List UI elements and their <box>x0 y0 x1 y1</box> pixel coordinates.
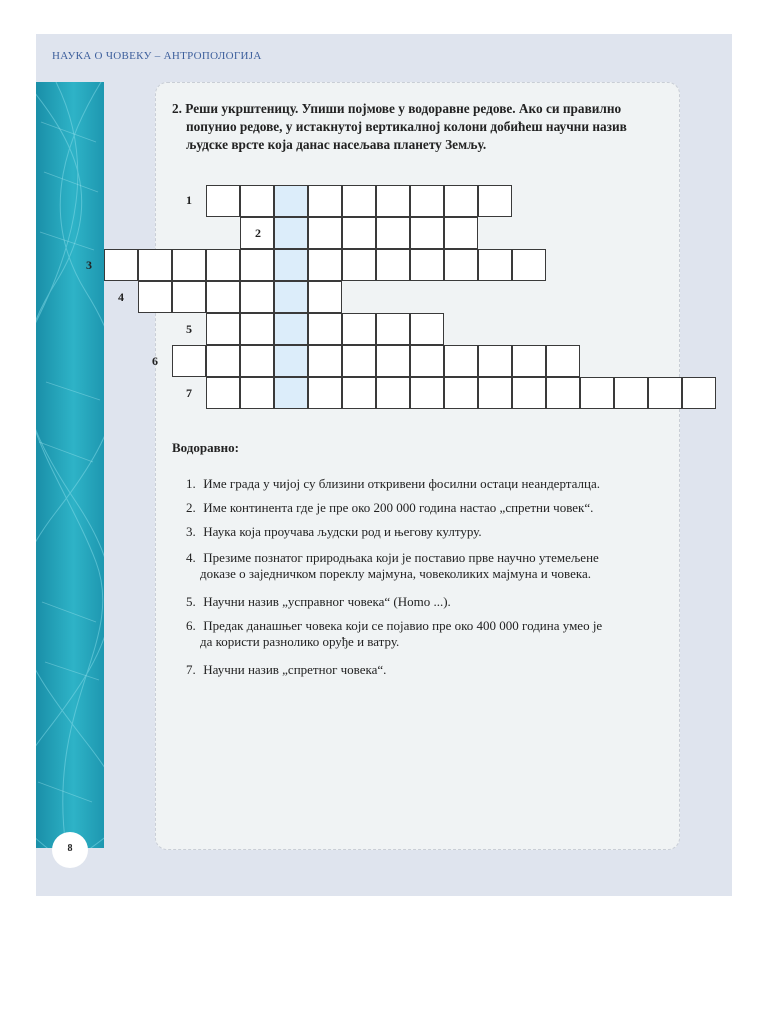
crossword-cell[interactable] <box>342 185 376 217</box>
crossword-solution-cell[interactable] <box>274 217 308 249</box>
crossword-cell[interactable] <box>206 313 240 345</box>
crossword-row-number: 3 <box>86 258 92 272</box>
clue-item <box>186 594 451 610</box>
crossword-solution-cell[interactable] <box>274 185 308 217</box>
crossword-cell[interactable] <box>172 345 206 377</box>
crossword-cell[interactable] <box>512 345 546 377</box>
crossword-cell[interactable] <box>444 249 478 281</box>
clue-text: Име града у чијој су близини откривени фосилни остаци неандерталца. <box>200 476 600 491</box>
crossword-cell[interactable] <box>206 345 240 377</box>
clue-text: Име континента где је пре око 200 000 година настао „спретни човек“. <box>200 500 594 515</box>
clue-item <box>186 662 386 678</box>
crossword-cell[interactable] <box>308 185 342 217</box>
crossword-cell[interactable] <box>648 377 682 409</box>
clue-item <box>186 500 593 516</box>
task-line: људске врсте која данас насељава планету Земљу. <box>186 137 487 152</box>
crossword-row-number: 6 <box>152 354 158 368</box>
crossword-cell[interactable] <box>240 377 274 409</box>
crossword-cell[interactable] <box>546 377 580 409</box>
crossword-cell[interactable] <box>410 185 444 217</box>
crossword-cell[interactable] <box>478 249 512 281</box>
crossword-row-number: 1 <box>186 193 192 207</box>
crossword-cell[interactable] <box>138 281 172 313</box>
crossword-solution-cell[interactable] <box>274 313 308 345</box>
crossword-cell[interactable] <box>308 313 342 345</box>
clue-number: 2. <box>186 500 196 515</box>
crossword-row-number: 5 <box>186 322 192 336</box>
clue-text: Наука која проучава људски род и његову културу. <box>200 524 482 539</box>
clue-item <box>186 550 599 582</box>
crossword-cell[interactable] <box>444 377 478 409</box>
crossword-cell[interactable] <box>410 313 444 345</box>
crossword-cell[interactable] <box>682 377 716 409</box>
crossword-cell[interactable] <box>342 377 376 409</box>
crossword-cell[interactable] <box>580 377 614 409</box>
clue-item <box>186 524 482 540</box>
crossword-solution-cell[interactable] <box>274 249 308 281</box>
crossword-cell[interactable] <box>206 185 240 217</box>
crossword-cell[interactable] <box>138 249 172 281</box>
crossword-cell[interactable] <box>342 345 376 377</box>
clues-heading: Водоравно: <box>172 440 239 455</box>
crossword-cell[interactable] <box>410 345 444 377</box>
crossword-cell[interactable] <box>376 377 410 409</box>
crossword-cell[interactable] <box>240 185 274 217</box>
crossword-cell[interactable] <box>342 217 376 249</box>
crossword-cell[interactable] <box>478 185 512 217</box>
crossword-row-number: 4 <box>118 290 124 304</box>
clue-text: Презиме познатог природњака који је поставио прве научно утемељене <box>200 550 599 565</box>
crossword-row-number: 2 <box>255 226 261 240</box>
task-line: 2. Реши укрштеницу. Упиши појмове у водоравне редове. Ако си правилно <box>172 101 622 116</box>
crossword-cell[interactable] <box>308 345 342 377</box>
crossword-cell[interactable] <box>376 345 410 377</box>
crossword-cell[interactable] <box>206 249 240 281</box>
crossword-cell[interactable] <box>614 377 648 409</box>
task-line: попунио редове, у истакнутој вертикалној колони добићеш научни назив <box>186 119 627 134</box>
crossword-cell[interactable] <box>410 217 444 249</box>
running-header: НАУКА О ЧОВЕКУ – АНТРОПОЛОГИЈА <box>52 50 262 62</box>
crossword-cell[interactable] <box>172 281 206 313</box>
clue-text: Предак данашњег човека који се појавио пре око 400 000 година умео је <box>200 618 603 633</box>
page-number: 8 <box>67 843 73 854</box>
crossword-cell[interactable] <box>240 345 274 377</box>
crossword-cell[interactable] <box>240 249 274 281</box>
crossword-cell[interactable] <box>512 377 546 409</box>
clue-item <box>186 476 600 492</box>
crossword-solution-cell[interactable] <box>274 377 308 409</box>
crossword-cell[interactable] <box>308 217 342 249</box>
crossword-cell[interactable] <box>546 345 580 377</box>
clue-number: 3. <box>186 524 196 539</box>
crossword-cell[interactable] <box>308 249 342 281</box>
clue-text: Научни назив „усправног човека“ (Homo ...). <box>200 594 451 609</box>
crossword-cell[interactable] <box>342 313 376 345</box>
crossword-cell[interactable] <box>342 249 376 281</box>
clue-text-continuation: доказе о заједничком пореклу мајмуна, човеколиких мајмуна и човека. <box>200 566 591 581</box>
crossword-cell[interactable] <box>104 249 138 281</box>
crossword-cell[interactable] <box>376 185 410 217</box>
crossword-cell[interactable] <box>410 249 444 281</box>
crossword-cell[interactable] <box>240 281 274 313</box>
crossword-cell[interactable] <box>206 377 240 409</box>
crossword-cell[interactable] <box>410 377 444 409</box>
crossword-cell[interactable] <box>240 313 274 345</box>
crossword-cell[interactable] <box>444 345 478 377</box>
clue-text-continuation: да користи разнолико оруђе и ватру. <box>200 634 400 649</box>
clue-item <box>186 618 602 650</box>
crossword-cell[interactable] <box>376 249 410 281</box>
crossword-cell[interactable] <box>478 345 512 377</box>
crossword-cell[interactable] <box>376 313 410 345</box>
crossword-solution-cell[interactable] <box>274 345 308 377</box>
clue-number: 5. <box>186 594 196 609</box>
clue-number: 4. <box>186 550 196 565</box>
crossword-cell[interactable] <box>172 249 206 281</box>
crossword-solution-cell[interactable] <box>274 281 308 313</box>
crossword-cell[interactable] <box>308 377 342 409</box>
clue-number: 7. <box>186 662 196 677</box>
crossword-cell[interactable] <box>206 281 240 313</box>
crossword-row-number: 7 <box>186 386 192 400</box>
crossword-cell[interactable] <box>478 377 512 409</box>
clue-number: 1. <box>186 476 196 491</box>
crossword-cell[interactable] <box>444 185 478 217</box>
crossword-cell[interactable] <box>512 249 546 281</box>
clue-number: 6. <box>186 618 196 633</box>
crossword-cell[interactable] <box>308 281 342 313</box>
crossword-cell[interactable] <box>376 217 410 249</box>
clue-text: Научни назив „спретног човека“. <box>200 662 387 677</box>
crossword-cell[interactable] <box>444 217 478 249</box>
